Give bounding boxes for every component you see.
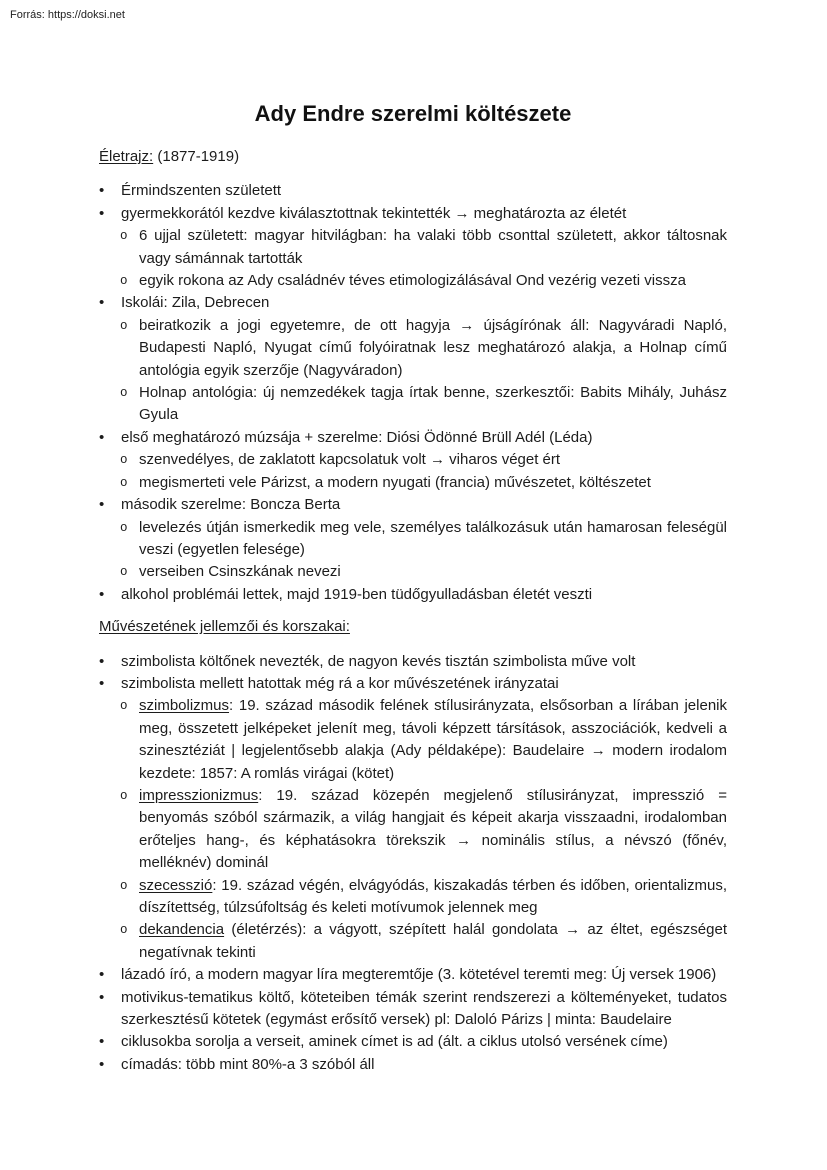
bullet-list	[99, 651, 727, 1077]
sub-bullet-item	[120, 695, 727, 785]
bullet-icon: •	[99, 1055, 105, 1073]
document-section	[99, 146, 727, 606]
item-text: szenvedélyes, de zaklatott kapcsolatuk volt → viharos véget ért	[139, 451, 561, 469]
arrow-right-icon: →	[459, 316, 475, 334]
bullet-item	[99, 292, 727, 314]
item-text: levelezés útján ismerkedik meg vele, személyes találkozásuk után hamarosan feleségül veszi (egyetlen felesége)	[139, 518, 727, 558]
circle-bullet-icon: o	[120, 274, 128, 289]
circle-bullet-icon: o	[120, 520, 128, 535]
item-text: gyermekkorától kezdve kiválasztottnak tekintették → meghatározta az életét	[121, 204, 627, 222]
section-heading: Művészetének jellemzői és korszakai:	[99, 618, 350, 636]
sub-bullet-item	[120, 785, 727, 875]
circle-bullet-icon: o	[120, 229, 128, 244]
item-text: alkohol problémái lettek, majd 1919-ben tüdőgyulladásban életét veszti	[121, 585, 593, 603]
sub-bullet-item	[120, 270, 727, 292]
item-text: szecesszió: 19. század végén, elvágyódás, kiszakadás térben és időben, orientalizmus, díszítettség, túlzsúfoltság és keleti motívumok jelennek meg	[139, 876, 727, 916]
sections-container	[99, 146, 727, 1076]
item-text: impresszionizmus: 19. század közepén megjelenő stílusirányzat, impresszió = benyomás szóból származik, a világ hangjait és képeit akarja visszaadni, irodalomban erőteljes hang-, és képhatásokra törekszik → nominális stílus, a névszó (főnév, melléknév) dominál	[139, 786, 727, 872]
item-text: megismerteti vele Párizst, a modern nyugati (francia) művészetet, költészetet	[139, 473, 651, 491]
sub-bullet-item	[120, 561, 727, 583]
circle-bullet-icon: o	[120, 923, 128, 938]
arrow-right-icon: →	[565, 921, 581, 939]
bullet-icon: •	[99, 204, 105, 222]
item-text: motivikus-tematikus költő, köteteiben témák szerint rendszerezi a költeményeket, tudatos szerkesztésű kötetek (egymást erősítő versek) pl: Daloló Párizs | minta: Baudelaire	[121, 988, 727, 1029]
item-text: Iskolái: Zila, Debrecen	[121, 294, 270, 312]
item-text: 6 ujjal született: magyar hitvilágban: ha valaki több csonttal született, akkor táltosnak vagy sámánnak tartották	[139, 227, 727, 267]
arrow-right-icon: →	[430, 451, 445, 469]
circle-bullet-icon: o	[120, 386, 128, 401]
bullet-icon: •	[99, 966, 105, 984]
circle-bullet-icon: o	[120, 318, 128, 333]
item-text: ciklusokba sorolja a verseit, aminek címet is ad (ált. a ciklus utolsó versének címe)	[121, 1033, 668, 1051]
bullet-icon: •	[99, 1033, 105, 1051]
circle-bullet-icon: o	[120, 453, 128, 468]
sub-bullet-item	[120, 449, 727, 471]
item-text: Holnap antológia: új nemzedékek tagja írtak benne, szerkesztői: Babits Mihály, Juhász Gyula	[139, 384, 727, 424]
bullet-icon: •	[99, 674, 105, 692]
source-note: Forrás: https://doksi.net	[10, 9, 125, 21]
page-title: Ady Endre szerelmi költészete	[254, 101, 572, 126]
bullet-item	[99, 987, 727, 1032]
sub-bullet-item	[120, 315, 727, 382]
item-text: lázadó író, a modern magyar líra megteremtője (3. kötetével teremti meg: Új versek 1906)	[121, 966, 717, 984]
circle-bullet-icon: o	[120, 699, 128, 714]
circle-bullet-icon: o	[120, 565, 128, 580]
sub-bullet-item	[120, 875, 727, 920]
item-text: második szerelme: Boncza Berta	[121, 496, 341, 514]
bullet-item	[99, 584, 727, 606]
bullet-item	[99, 673, 727, 695]
sub-bullet-item	[120, 382, 727, 427]
bullet-icon: •	[99, 294, 105, 312]
arrow-right-icon: →	[590, 742, 606, 760]
item-text: egyik rokona az Ady családnév téves etimologizálásával Ond vezérig vezeti vissza	[139, 272, 686, 290]
bullet-item	[99, 180, 727, 202]
sub-bullet-item	[120, 472, 727, 494]
sub-bullet-item	[120, 225, 727, 270]
bullet-icon: •	[99, 652, 105, 670]
item-text: dekandencia (életérzés): a vágyott, szépített halál gondolata → az éltet, egészséget negatívnak tekinti	[139, 921, 727, 961]
item-text: Érmindszenten született	[121, 182, 282, 200]
bullet-icon: •	[99, 988, 105, 1006]
bullet-icon: •	[99, 585, 105, 603]
bullet-icon: •	[99, 496, 105, 514]
sub-bullet-item	[120, 919, 727, 964]
item-text: címadás: több mint 80%-a 3 szóból áll	[121, 1055, 375, 1073]
item-text: szimbolista költőnek nevezték, de nagyon kevés tisztán szimbolista műve volt	[121, 652, 636, 670]
item-text: verseiben Csinszkának nevezi	[139, 563, 341, 581]
bullet-item	[99, 203, 727, 225]
bullet-item	[99, 1031, 727, 1053]
item-text: szimbolizmus: 19. század második felének stílusirányzata, elsősorban a lírában jelenik meg, összetett jelképeket jelenít meg, távoli képzett társítások, asszociációk, kedveli a szinesztéziát | legjelentősebb alakja (Ady példaképe): Baudelaire → modern irodalom kezdete: 1857: A romlás virágai (kötet)	[139, 697, 728, 782]
arrow-right-icon: →	[454, 204, 470, 222]
bullet-item	[99, 494, 727, 516]
arrow-right-icon: →	[456, 831, 472, 849]
bullet-list	[99, 180, 727, 606]
bullet-icon: •	[99, 428, 105, 446]
item-text: első meghatározó múzsája + szerelme: Diósi Ödönné Brüll Adél (Léda)	[121, 428, 593, 446]
document-section	[99, 616, 727, 1076]
circle-bullet-icon: o	[120, 788, 128, 803]
bullet-icon: •	[99, 182, 105, 200]
circle-bullet-icon: o	[120, 475, 128, 490]
sub-bullet-item	[120, 517, 727, 562]
item-text: beiratkozik a jogi egyetemre, de ott hagyja → újságírónak áll: Nagyváradi Napló, Budapesti Napló, Nyugat című folyóiratnak lesz meghatározó alakja, a Holnap című antológia egyik szerzője (Nagyváradon)	[139, 316, 727, 379]
bullet-item	[99, 1054, 727, 1076]
circle-bullet-icon: o	[120, 878, 128, 893]
bullet-item	[99, 964, 727, 986]
section-heading: Életrajz: (1877-1919)	[99, 148, 240, 165]
bullet-item	[99, 427, 727, 449]
bullet-item	[99, 651, 727, 673]
item-text: szimbolista mellett hatottak még rá a kor művészetének irányzatai	[121, 674, 559, 692]
